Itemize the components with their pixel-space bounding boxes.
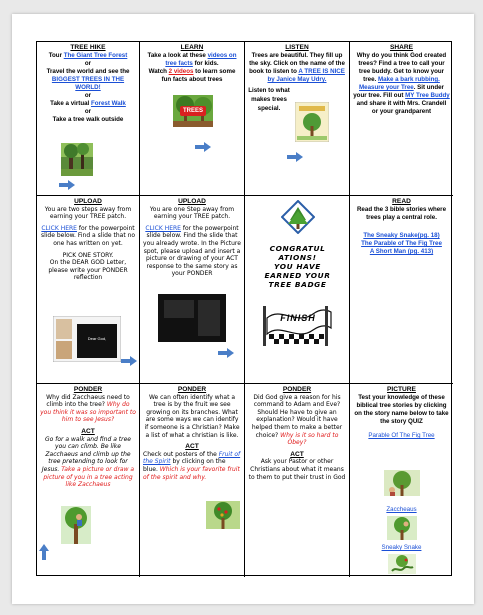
listen-title: LISTEN <box>285 44 309 51</box>
read-text: Read the 3 bible stories where trees play a central role. <box>356 206 447 221</box>
next-arrow-icon[interactable] <box>59 180 75 190</box>
fig-tree-picture <box>384 470 420 496</box>
upload-two-text: for the powerpoint slide below. Find the slide that you already wrote. In the Picture spot, please upload and insert a picture or drawing of your ACT response to the same story as your PONDER <box>143 224 241 278</box>
upload-one-text: for the powerpoint slide below. Find a slide that no one has written on yet. <box>40 224 136 247</box>
hike-text: Travel the world and see the <box>46 68 130 75</box>
sneaky-snake-quiz-link[interactable]: Sneaky Snake <box>381 544 422 551</box>
act-text-highlight: Take a picture or draw a picture of you in a tree acting like Zacchaeus <box>43 465 135 489</box>
forest-walk-link[interactable]: Forest Walk <box>90 100 126 107</box>
learn-text: for kids. <box>192 60 219 67</box>
act-text: Check out posters of the <box>143 450 219 458</box>
share-text: and share it with Mrs. Crandell or your grandparent <box>356 100 447 115</box>
upload-two-text: You are one Step away from earning your TREE patch. <box>149 205 235 221</box>
upload-two-title: UPLOAD <box>178 198 206 205</box>
act-title: ACT <box>290 450 304 458</box>
trees-badge-label: TREES <box>182 108 203 114</box>
learn-text: to learn some fun facts about trees <box>161 68 236 83</box>
learn-text: Watch <box>148 68 169 75</box>
tree-hike-cell <box>37 42 140 196</box>
click-here-link[interactable]: CLICK HERE <box>145 224 181 232</box>
picture-slide-thumbnail[interactable] <box>158 294 226 342</box>
read-title: READ <box>392 198 411 205</box>
pick-one-story-text: PICK ONE STORY. <box>62 251 114 259</box>
or-text: or <box>84 108 92 115</box>
snake-picture <box>388 554 416 574</box>
finish-label: FINISH <box>280 313 316 323</box>
congrats-line: TREE BADGE <box>268 280 327 289</box>
zaccheaus-quiz-link[interactable]: Zaccheaus <box>386 506 417 513</box>
up-arrow-icon[interactable] <box>39 544 49 560</box>
congrats-line: YOU HAVE <box>274 262 321 271</box>
tree-badge-cell <box>245 196 350 384</box>
tree-facts-videos-link[interactable]: videos on tree facts <box>165 52 237 67</box>
a-tree-is-nice-link[interactable]: A TREE IS NICE by Janice May Udry. <box>267 68 345 83</box>
share-cell <box>350 42 453 196</box>
short-man-story-link[interactable]: A Short Man (pg. 413) <box>369 248 434 255</box>
click-here-link[interactable]: CLICK HERE <box>41 224 77 232</box>
or-text: or <box>84 60 92 67</box>
ponder-question-highlight: Why is it so hard to Obey? <box>280 431 339 447</box>
next-arrow-icon[interactable] <box>195 142 211 152</box>
finish-flag-icon <box>261 296 333 346</box>
measure-tree-link[interactable]: Measure your Tree <box>359 84 414 91</box>
upload-one-title: UPLOAD <box>74 198 102 205</box>
two-videos-link[interactable]: 2 videos <box>168 68 194 75</box>
picture-quiz-cell <box>350 384 453 577</box>
share-title: SHARE <box>389 44 414 51</box>
act-text-highlight: Which is your favorite fruit of the spirit and why. <box>143 465 240 481</box>
book-cover-image[interactable] <box>295 102 329 142</box>
upload-one-text: On the DEAR GOD Letter, please write your PONDER reflection <box>48 259 128 282</box>
picture-text: Test your knowledge of these biblical tree stories by clicking on the story name below to take the story QUIZ <box>354 394 449 425</box>
congrats-line: EARNED YOUR <box>264 271 331 280</box>
ponder-title: PONDER <box>282 386 312 393</box>
picture-title: PICTURE <box>387 386 416 393</box>
upload-two-cell <box>140 196 245 384</box>
zacchaeus-illustration <box>61 506 91 544</box>
share-text: Why do you think God created trees? Find a tree to call your tree buddy. Get to know your tree. <box>356 52 447 83</box>
listen-text: Trees are beautiful. They fill up the sky. Click on the name of the book to listen to <box>249 52 345 75</box>
ponder-title: PONDER <box>73 386 103 393</box>
learn-cell <box>140 42 245 196</box>
fruit-tree-illustration <box>206 501 240 529</box>
tree-patch-badge <box>281 200 315 234</box>
tree-hike-title: TREE HIKE <box>70 44 106 51</box>
listen-cell <box>245 42 350 196</box>
upload-one-text: You are two steps away from earning your TREE patch. <box>44 205 132 221</box>
slide-caption: Dear God, <box>87 336 107 341</box>
fig-tree-quiz-link[interactable]: Parable Of The Fig Tree <box>368 432 435 439</box>
biggest-trees-link[interactable]: BIGGEST TREES IN THE WORLD! <box>51 76 125 91</box>
congrats-line: CONGRATUL <box>269 244 326 253</box>
act-text: Go for a walk and find a tree you can climb. Be like Zacchaeus and climb up the tree pretending to look for Jesus. <box>41 435 131 473</box>
activity-grid <box>36 41 452 576</box>
ponder-question: Why did Zacchaeus need to climb into the tree? <box>46 393 130 409</box>
sneaky-snake-story-link[interactable]: The Sneaky Snake(pg. 18) <box>363 232 440 239</box>
upload-one-cell <box>37 196 140 384</box>
document-page <box>12 14 474 604</box>
forest-photo <box>61 143 93 176</box>
fig-tree-story-link[interactable]: The Parable of The Fig Tree <box>361 240 442 247</box>
ponder-obey-cell <box>245 384 350 577</box>
zacchaeus-picture <box>387 516 417 540</box>
act-text: by clicking on the blue. <box>143 458 226 473</box>
act-text: Ask your Pastor or other Christians about what it means to them to put their trust in God <box>248 458 346 481</box>
my-tree-buddy-link[interactable]: MY Tree Buddy <box>405 92 450 99</box>
read-cell <box>350 196 453 384</box>
giant-tree-forest-link[interactable]: The Giant Tree Forest <box>63 52 128 59</box>
share-text: . Sit under your tree. Fill out <box>353 84 444 99</box>
ponder-zacchaeus-cell <box>37 384 140 577</box>
ponder-question: Did God give a reason for his command to Adam and Eve? Should He have to give an explanation? Would it have helped them to make a better choice? <box>251 393 343 439</box>
hike-text: Take a tree walk outside <box>52 116 124 123</box>
bark-rubbing-link[interactable]: Make a bark rubbing. <box>377 76 440 83</box>
learn-text: Take a look at these <box>147 52 208 59</box>
ponder-question: We can often identify what a tree is by the fruit we see growing on its branches. What are some ways we can identify if someone is a Christian? Make a list of what a christian is like. <box>144 393 240 439</box>
learn-title: LEARN <box>180 44 204 51</box>
next-arrow-icon[interactable] <box>218 348 234 358</box>
fruit-of-the-spirit-link[interactable]: Fruit of the Spirit <box>143 450 241 466</box>
listen-instruction: Listen to what makes trees special. <box>248 87 290 112</box>
or-text: or <box>84 92 92 99</box>
ponder-question-highlight: Why do you think it was so important to him to see Jesus? <box>40 401 136 424</box>
ponder-title: PONDER <box>177 386 207 393</box>
dear-god-slide-thumbnail[interactable] <box>53 316 121 362</box>
trees-video-thumbnail[interactable] <box>173 95 213 127</box>
next-arrow-icon[interactable] <box>121 356 137 366</box>
hike-text: Tour <box>48 52 64 59</box>
ponder-fruit-cell <box>140 384 245 577</box>
act-title: ACT <box>185 443 199 451</box>
congrats-line: ATIONS! <box>278 253 317 262</box>
act-title: ACT <box>81 427 95 435</box>
hike-text: Take a virtual <box>50 100 91 107</box>
next-arrow-icon[interactable] <box>287 152 303 162</box>
congratulations-message <box>249 244 346 289</box>
